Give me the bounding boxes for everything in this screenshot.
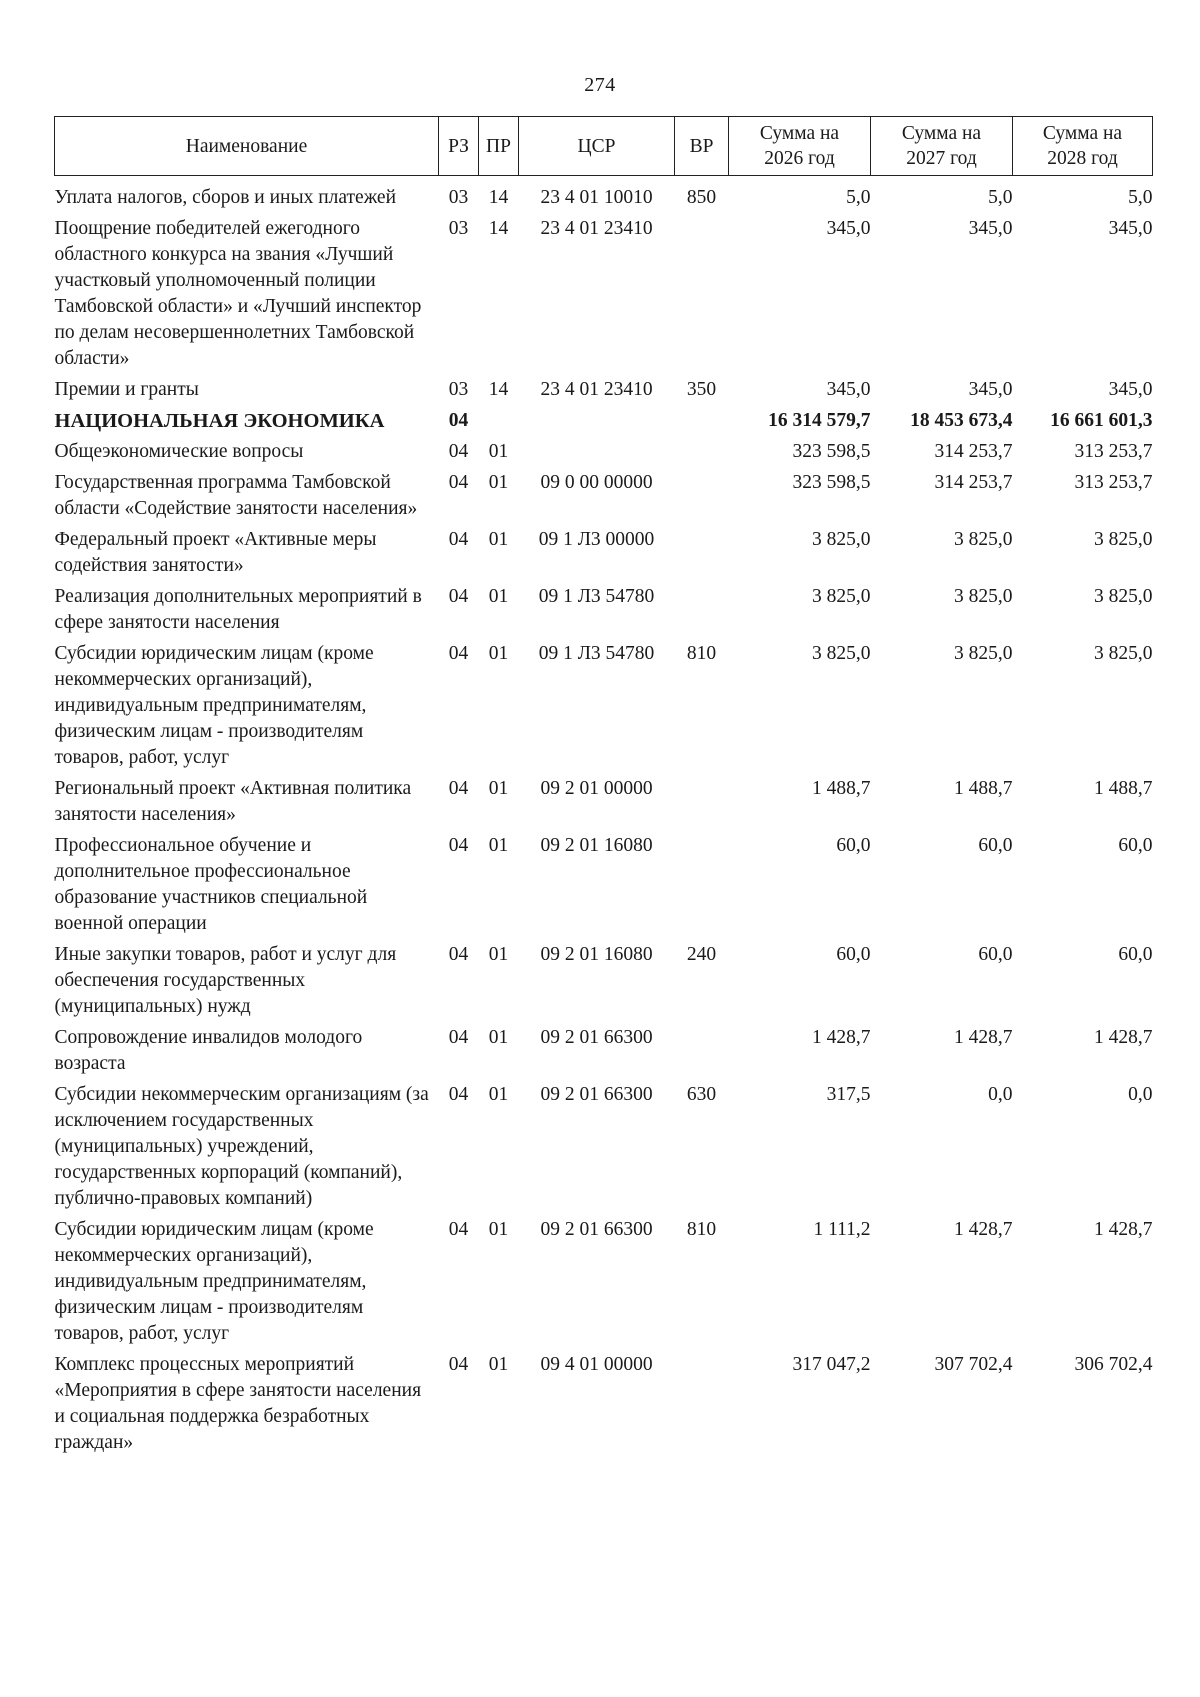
cell-csr: 09 2 01 66300 [540,1027,653,1048]
cell-vr: 350 [686,379,717,400]
cell-vr: 810 [686,1219,717,1240]
cell-sum-2028: 3 825,0 [1094,529,1153,550]
cell-sum-2028: 0,0 [1128,1084,1153,1105]
cell-rz: 04 [448,643,469,664]
cell-name: Общеэкономические вопросы [54,441,304,462]
cell-name: Комплекс процессных мероприятий «Мероприятия в сфере занятости населения и социальная поддержка безработных граждан» [54,1354,422,1453]
cell-name: Премии и гранты [54,379,199,400]
table-row [55,403,1153,434]
cell-sum-2027: 18 453 673,4 [910,410,1013,431]
cell-vr: 240 [686,944,717,965]
table-row [55,522,1153,579]
cell-pr: 01 [488,643,509,664]
header-pr: ПР [479,117,519,176]
header-sum-2026-line1: Сумма на [759,123,840,144]
header-sum-2027 [871,117,1013,176]
cell-csr: 09 2 01 66300 [540,1084,653,1105]
cell-sum-2028: 16 661 601,3 [1050,410,1153,431]
cell-sum-2028: 60,0 [1118,944,1153,965]
cell-sum-2026: 323 598,5 [792,441,871,462]
header-sum-2026 [729,117,871,176]
cell-pr: 01 [488,441,509,462]
cell-sum-2026: 5,0 [846,187,871,208]
cell-rz: 04 [448,586,469,607]
cell-pr: 01 [488,835,509,856]
cell-pr: 14 [488,187,509,208]
cell-csr: 23 4 01 23410 [540,379,653,400]
cell-csr: 09 4 01 00000 [540,1354,653,1375]
cell-sum-2028: 306 702,4 [1074,1354,1153,1375]
cell-rz: 04 [448,529,469,550]
cell-rz: 03 [448,379,469,400]
cell-vr: 630 [686,1084,717,1105]
cell-name: Реализация дополнительных мероприятий в сфере занятости населения [54,586,422,633]
cell-rz: 04 [448,1027,469,1048]
cell-csr [519,403,675,434]
cell-pr: 14 [488,218,509,239]
cell-sum-2028: 313 253,7 [1074,472,1153,493]
cell-name: Субсидии юридическим лицам (кроме некоммерческих организаций), индивидуальным предпринимателям, физическим лицам - производителям товаров, работ, услуг [54,1219,374,1344]
cell-sum-2027: 1 488,7 [954,778,1013,799]
cell-sum-2026: 60,0 [836,944,871,965]
header-sum-2028-line1: Сумма на [1042,123,1123,144]
cell-csr: 23 4 01 23410 [540,218,653,239]
cell-name: Иные закупки товаров, работ и услуг для обеспечения государственных (муниципальных) нужд [54,944,397,1017]
cell-pr: 01 [488,1354,509,1375]
cell-rz: 04 [448,441,469,462]
table-row [55,465,1153,522]
cell-sum-2027: 5,0 [988,187,1013,208]
table-row [55,1077,1153,1212]
cell-vr [675,828,729,937]
page-number: 274 [584,74,616,96]
cell-vr [675,1347,729,1456]
cell-csr: 09 2 01 16080 [540,835,653,856]
cell-sum-2027: 3 825,0 [954,529,1013,550]
cell-pr: 01 [488,944,509,965]
table-body [55,176,1153,1457]
cell-sum-2027: 345,0 [968,379,1013,400]
cell-sum-2027: 314 253,7 [934,441,1013,462]
cell-sum-2026: 345,0 [826,379,871,400]
table-row [55,771,1153,828]
cell-vr [675,771,729,828]
cell-pr: 01 [488,472,509,493]
cell-name: Субсидии юридическим лицам (кроме некоммерческих организаций), индивидуальным предпринимателям, физическим лицам - производителям товаров, работ, услуг [54,643,374,768]
cell-sum-2027: 1 428,7 [954,1027,1013,1048]
cell-csr: 09 1 Л3 54780 [538,643,655,664]
cell-rz: 03 [448,187,469,208]
cell-sum-2026: 60,0 [836,835,871,856]
cell-pr: 01 [488,1219,509,1240]
cell-vr [675,403,729,434]
cell-vr [675,434,729,465]
cell-sum-2027: 345,0 [968,218,1013,239]
table-row [55,1212,1153,1347]
table-row [55,1347,1153,1456]
cell-sum-2027: 3 825,0 [954,643,1013,664]
header-rz: РЗ [439,117,479,176]
header-vr: ВР [675,117,729,176]
cell-sum-2027: 60,0 [978,835,1013,856]
cell-sum-2026: 3 825,0 [812,643,871,664]
cell-sum-2028: 60,0 [1118,835,1153,856]
table-row [55,636,1153,771]
cell-sum-2026: 317 047,2 [792,1354,871,1375]
cell-sum-2026: 345,0 [826,218,871,239]
cell-sum-2028: 1 428,7 [1094,1219,1153,1240]
cell-name: Уплата налогов, сборов и иных платежей [54,187,397,208]
cell-sum-2026: 1 111,2 [813,1219,871,1240]
table-row [55,828,1153,937]
cell-rz: 04 [448,778,469,799]
cell-sum-2028: 5,0 [1128,187,1153,208]
cell-sum-2028: 3 825,0 [1094,643,1153,664]
cell-sum-2026: 1 488,7 [812,778,871,799]
table-row [55,211,1153,372]
cell-pr: 01 [488,586,509,607]
header-sum-2027-line2: 2027 год [906,148,977,169]
table-row [55,434,1153,465]
cell-rz: 03 [448,218,469,239]
cell-sum-2027: 3 825,0 [954,586,1013,607]
cell-pr [479,403,519,434]
cell-vr [675,522,729,579]
cell-sum-2026: 317,5 [826,1084,871,1105]
header-name: Наименование [55,117,439,176]
cell-name: Поощрение победителей ежегодного областного конкурса на звания «Лучший участковый уполномоченный полиции Тамбовской области» и «Лучший инспектор по делам несовершеннолетних Тамбовской области» [54,218,422,369]
cell-rz: 04 [448,410,469,431]
cell-name: Федеральный проект «Активные меры содействия занятости» [54,529,377,576]
cell-csr: 09 1 Л3 54780 [538,586,655,607]
cell-rz: 04 [448,1354,469,1375]
budget-table [54,116,1153,1456]
cell-csr [519,434,675,465]
cell-sum-2026: 16 314 579,7 [768,410,871,431]
cell-rz: 04 [448,1084,469,1105]
cell-sum-2026: 3 825,0 [812,586,871,607]
cell-sum-2028: 3 825,0 [1094,586,1153,607]
cell-rz: 04 [448,472,469,493]
cell-sum-2026: 1 428,7 [812,1027,871,1048]
cell-sum-2028: 1 488,7 [1094,778,1153,799]
header-sum-2028-line2: 2028 год [1047,148,1118,169]
cell-name: Региональный проект «Активная политика занятости населения» [54,778,412,825]
cell-vr [675,465,729,522]
cell-sum-2028: 345,0 [1108,218,1153,239]
header-csr: ЦСР [519,117,675,176]
cell-sum-2028: 1 428,7 [1094,1027,1153,1048]
cell-name: НАЦИОНАЛЬНАЯ ЭКОНОМИКА [54,410,385,432]
cell-rz: 04 [448,944,469,965]
cell-csr: 09 2 01 16080 [540,944,653,965]
cell-rz: 04 [448,835,469,856]
table-header [55,117,1153,176]
cell-vr [675,579,729,636]
cell-pr: 01 [488,778,509,799]
header-sum-2028 [1013,117,1153,176]
cell-vr: 850 [686,187,717,208]
cell-sum-2027: 1 428,7 [954,1219,1013,1240]
cell-vr [675,1020,729,1077]
cell-csr: 09 0 00 00000 [540,472,653,493]
cell-pr: 01 [488,529,509,550]
cell-vr [675,211,729,372]
cell-name: Профессиональное обучение и дополнительное профессиональное образование участников специальной военной операции [54,835,368,934]
table-row [55,1020,1153,1077]
cell-csr: 09 2 01 66300 [540,1219,653,1240]
cell-csr: 23 4 01 10010 [540,187,653,208]
cell-pr: 01 [488,1027,509,1048]
header-sum-2027-line1: Сумма на [901,123,982,144]
cell-sum-2027: 314 253,7 [934,472,1013,493]
cell-pr: 14 [488,379,509,400]
table-row [55,372,1153,403]
cell-sum-2026: 323 598,5 [792,472,871,493]
cell-sum-2028: 345,0 [1108,379,1153,400]
cell-sum-2026: 3 825,0 [812,529,871,550]
table-row [55,176,1153,212]
cell-vr: 810 [686,643,717,664]
table-row [55,579,1153,636]
cell-rz: 04 [448,1219,469,1240]
cell-sum-2028: 313 253,7 [1074,441,1153,462]
cell-name: Субсидии некоммерческим организациям (за исключением государственных (муниципальных) учреждений, государственных корпораций (компаний), публично-правовых компаний) [54,1084,429,1209]
cell-sum-2027: 60,0 [978,944,1013,965]
header-sum-2026-line2: 2026 год [764,148,835,169]
cell-csr: 09 1 Л3 00000 [538,529,655,550]
cell-name: Сопровождение инвалидов молодого возраста [54,1027,363,1074]
cell-csr: 09 2 01 00000 [540,778,653,799]
table-row [55,937,1153,1020]
cell-sum-2027: 307 702,4 [934,1354,1013,1375]
cell-name: Государственная программа Тамбовской области «Содействие занятости населения» [54,472,418,519]
cell-pr: 01 [488,1084,509,1105]
cell-sum-2027: 0,0 [988,1084,1013,1105]
